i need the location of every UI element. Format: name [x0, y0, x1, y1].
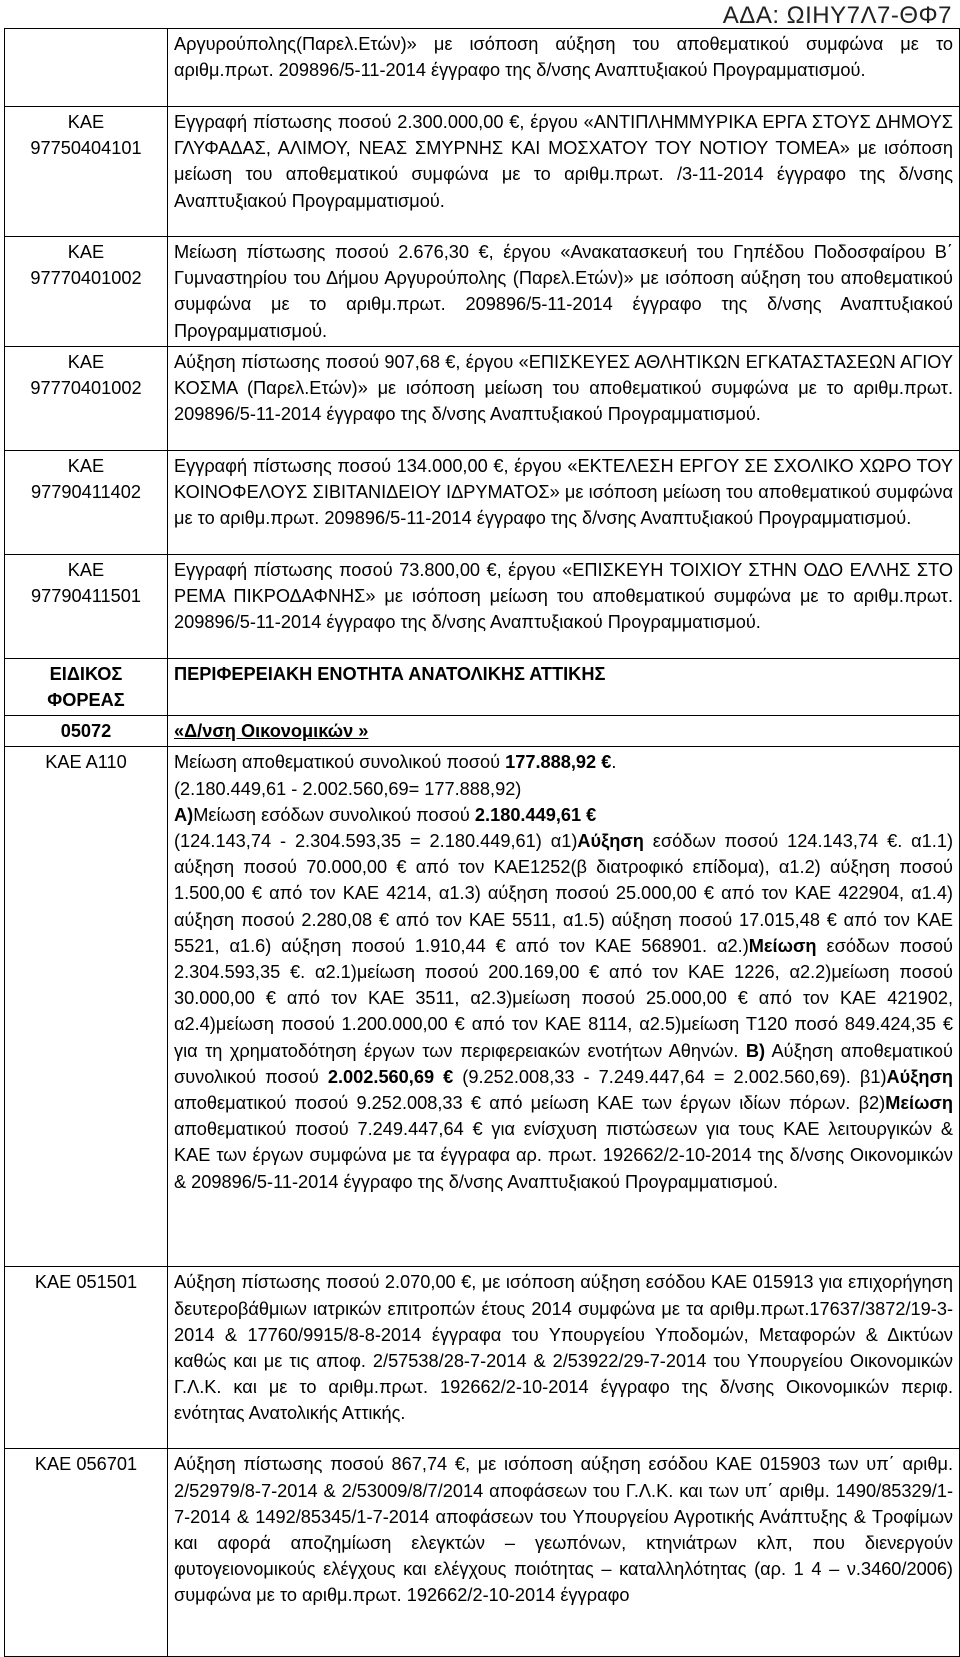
kae-code-cell: ΚΑΕ 97790411501: [5, 554, 168, 658]
description-cell: Αργυρούπολης(Παρελ.Ετών)» με ισόποση αύξηση του αποθεματικού συμφώνα με το αριθμ.πρωτ. 209896/5-11-2014 έγγραφο της δ/νσης Αναπτυξιακού Προγραμματισμού.: [168, 29, 960, 107]
kae-code-cell: ΚΑΕ 051501: [5, 1267, 168, 1449]
description-cell: Αύξηση πίστωσης ποσού 867,74 €, με ισόποση αύξηση εσόδου ΚΑΕ 015903 των υπ΄ αριθμ. 2/52979/8-7-2014 & 2/53009/8/7/2014 αποφάσεων του Γ.Λ.Κ. και των υπ΄ αριθμ. 1490/85329/1-7-2014 & 1492/85345/1-7-2014 αποφάσεων του Υπουργείου Αγροτικής Ανάπτυξης & Τροφίμων και αφορά αποζημίωση ελεγκτών – γεωπόνων, κτηνιάτρων κλπ, που διενεργούν φυτογειονομικούς ελέγχους και ελέγχους ποιότητας – καταλληλότητας (αρ. 1 4 – ν.3460/2006) συμφώνα με το αριθμ.πρωτ. 192662/2-10-2014 έγγραφο: [168, 1449, 960, 1657]
decrease-label: Μείωση: [748, 935, 817, 956]
details-text: Αύξηση αποθεματικού συνολικού ποσού: [174, 1040, 953, 1087]
reserve-text: Μείωση αποθεματικού συνολικού ποσού: [174, 752, 506, 773]
increase-label: Αύξηση: [577, 831, 644, 852]
service-code: 05072: [5, 716, 168, 747]
section-a-label: Α): [174, 804, 194, 825]
description-cell: Μείωση πίστωσης ποσού 2.676,30 €, έργου «Ανακατασκευή του Γηπέδου Ποδοσφαίρου Β΄ Γυμναστηρίου του Δήμου Αργυρούπολης (Παρελ.Ετών)» με ισόποση αύξηση του αποθεματικού συμφώνα με το αριθμ.πρωτ. 209896/5-11-2014 έγγραφο της δ/νσης Αναπτυξιακού Προγραμματισμού.: [168, 237, 960, 347]
table-row: [5, 554, 960, 658]
kae-code-cell: [5, 29, 168, 107]
reserve-amount: 177.888,92 €: [505, 752, 612, 773]
description-cell: Εγγραφή πίστωσης ποσού 134.000,00 €, έργου «ΕΚΤΕΛΕΣΗ ΕΡΓΟΥ ΣΕ ΣΧΟΛΙΚΟ ΧΩΡΟ ΤΟΥ ΚΟΙΝΟΦΕΛΟΥΣ ΣΙΒΙΤΑΝΙΔΕΙΟΥ ΙΔΡΥΜΑΤΟΣ» με ισόποση μείωση του αποθεματικού συμφώνα με το αριθμ.πρωτ. 209896/5-11-2014 έγγραφο της δ/νσης Αναπτυξιακού Προγραμματισμού.: [168, 450, 960, 554]
reserve-calc: (2.180.449,61 - 2.002.560,69= 177.888,92): [174, 778, 522, 799]
kae-code-cell: ΚΑΕ Α110: [5, 747, 168, 1267]
kae-code-cell: ΚΑΕ 97770401002: [5, 237, 168, 347]
details-paragraph: [174, 828, 953, 1195]
table-row: [5, 107, 960, 237]
table-row: [5, 237, 960, 347]
section-b-label: Β): [745, 1040, 766, 1061]
budget-table: [4, 28, 960, 1657]
table-row: [5, 450, 960, 554]
reserve-period: .: [611, 752, 617, 773]
regional-unit-heading: ΠΕΡΙΦΕΡΕΙΑΚΗ ΕΝΟΤΗΤΑ ΑΝΑΤΟΛΙΚΗΣ ΑΤΤΙΚΗΣ: [168, 658, 960, 715]
details-text: (9.252.008,33 - 7.249.447,64 = 2.002.560,69). β1): [453, 1066, 887, 1087]
details-text: αποθεματικού ποσού 9.252.008,33 € από μείωση ΚΑΕ των έργων ιδίων πόρων. β2): [174, 1093, 886, 1114]
table-row: [5, 658, 960, 715]
revenue-reduction-line: [174, 802, 953, 828]
increase-label: Αύξηση: [886, 1066, 953, 1087]
kae-code-cell: ΚΑΕ 97790411402: [5, 450, 168, 554]
kae-code-cell: ΚΑΕ 97750404101: [5, 107, 168, 237]
ada-code: ΑΔΑ: ΩΙΗΥ7Λ7-ΘΦ7: [722, 2, 952, 29]
description-cell: Εγγραφή πίστωσης ποσού 2.300.000,00 €, έργου «ΑΝΤΙΠΛΗΜΜΥΡΙΚΑ ΕΡΓΑ ΣΤΟΥΣ ΔΗΜΟΥΣ ΓΛΥΦΑΔΑΣ, ΑΛΙΜΟΥ, ΝΕΑΣ ΣΜΥΡΝΗΣ ΚΑΙ ΜΟΣΧΑΤΟΥ ΤΟΥ ΝΟΤΙΟΥ ΤΟΜΕΑ» με ισόποση μείωση του αποθεματικού συμφώνα με το αριθμ.πρωτ. /3-11-2014 έγγραφο της δ/νσης Αναπτυξιακού Προγραμματισμού.: [168, 107, 960, 237]
details-text: (124.143,74 - 2.304.593,35 = 2.180.449,61) α1): [174, 831, 578, 852]
reserve-line: [174, 749, 953, 775]
table-row: [5, 1449, 960, 1657]
section-a-amount: 2.180.449,61 €: [474, 804, 597, 825]
table-row: [5, 1267, 960, 1449]
details-text: εσόδων ποσού 124.143,74 €. α1.1) αύξηση ποσού 70.000,00 € από τον ΚΑΕ1252(β διατροφικό επίδομα), α1.2) αύξηση ποσού 1.500,00 € από τον ΚΑΕ 4214, α1.3) αύξηση ποσού 25.000,00 € από τον ΚΑΕ 422904, α1.4) αύξηση ποσού 2.280,08 € από τον ΚΑΕ 5511, α1.5) αύξηση ποσού 17.015,48 € από τον ΚΑΕ 5521, α1.6) αύξηση ποσού 1.910,44 € από τον ΚΑΕ 568901. α2.): [174, 831, 953, 956]
reserve-reduction-cell: [168, 747, 960, 1267]
table-row: [5, 29, 960, 107]
decrease-label: Μείωση: [885, 1093, 953, 1114]
special-body-label: ΕΙΔΙΚΟΣ ΦΟΡΕΑΣ: [5, 658, 168, 715]
description-cell: Εγγραφή πίστωσης ποσού 73.800,00 €, έργου «ΕΠΙΣΚΕΥΗ ΤΟΙΧΙΟΥ ΣΤΗΝ ΟΔΟ ΕΛΛΗΣ ΣΤΟ ΡΕΜΑ ΠΙΚΡΟΔΑΦΝΗΣ» με ισόποση μείωση του αποθεματικού συμφώνα με το αριθμ.πρωτ. 209896/5-11-2014 έγγραφο της δ/νσης Αναπτυξιακού Προγραμματισμού.: [168, 554, 960, 658]
table-row: [5, 716, 960, 747]
kae-code-cell: ΚΑΕ 056701: [5, 1449, 168, 1657]
table-row: [5, 346, 960, 450]
kae-code-cell: ΚΑΕ 97770401002: [5, 346, 168, 450]
section-a-text: Μείωση εσόδων συνολικού ποσού: [193, 804, 475, 825]
details-text: αποθεματικού ποσού 7.249.447,64 € για ενίσχυση πιστώσεων για τους ΚΑΕ λειτουργικών & ΚΑΕ των έργων συμφώνα με τα έγγραφα αρ. πρωτ. 192662/2-10-2014 της δ/νσης Οικονομικών & 209896/5-11-2014 έγγραφο της δ/νσης Αναπτυξιακού Προγραμματισμού.: [174, 1119, 953, 1192]
description-cell: Αύξηση πίστωσης ποσού 907,68 €, έργου «ΕΠΙΣΚΕΥΕΣ ΑΘΛΗΤΙΚΩΝ ΕΓΚΑΤΑΣΤΑΣΕΩΝ ΑΓΙΟΥ ΚΟΣΜΑ (Παρελ.Ετών)» με ισόποση μείωση του αποθεματικού συμφώνα με το αριθμ.πρωτ. 209896/5-11-2014 έγγραφο της δ/νσης Αναπτυξιακού Προγραμματισμού.: [168, 346, 960, 450]
service-name: «Δ/νση Οικονομικών »: [168, 716, 960, 747]
description-cell: Αύξηση πίστωσης ποσού 2.070,00 €, με ισόποση αύξηση εσόδου ΚΑΕ 015913 για επιχορήγηση δευτεροβάθμιων ιατρικών επιτροπών έτους 2014 συμφώνα με τα αριθμ.πρωτ.17637/3872/19-3-2014 & 17760/9915/8-8-2014 έγγραφα του Υπουργείου Υποδομών, Μεταφορών & Δικτύων καθώς και με τις αποφ. 2/57538/28-7-2014 & 2/53922/29-7-2014 του Υπουργείου Οικονομικών Γ.Λ.Κ. και με το αριθμ.πρωτ. 192662/2-10-2014 έγγραφο της δ/νσης Οικονομικών περιφ. ενότητας Ανατολικής Αττικής.: [168, 1267, 960, 1449]
table-row: [5, 747, 960, 1267]
section-b-amount: 2.002.560,69 €: [327, 1066, 454, 1087]
details-text: εσόδων ποσού 2.304.593,35 €. α2.1)μείωση ποσού 200.169,00 € από τον ΚΑΕ 1226, α2.2)μείωση ποσού 30.000,00 € από τον ΚΑΕ 3511, α2.3)μείωση ποσού 25.000,00 € από τον ΚΑΕ 421902, α2.4)μείωση ποσού 1.200.000,00 € από τον ΚΑΕ 8114, α2.5)μείωση Τ120 ποσό 849.424,35 € για τη χρηματοδότηση έργων των περιφερειακών ενοτήτων Αθηνών.: [174, 935, 953, 1061]
